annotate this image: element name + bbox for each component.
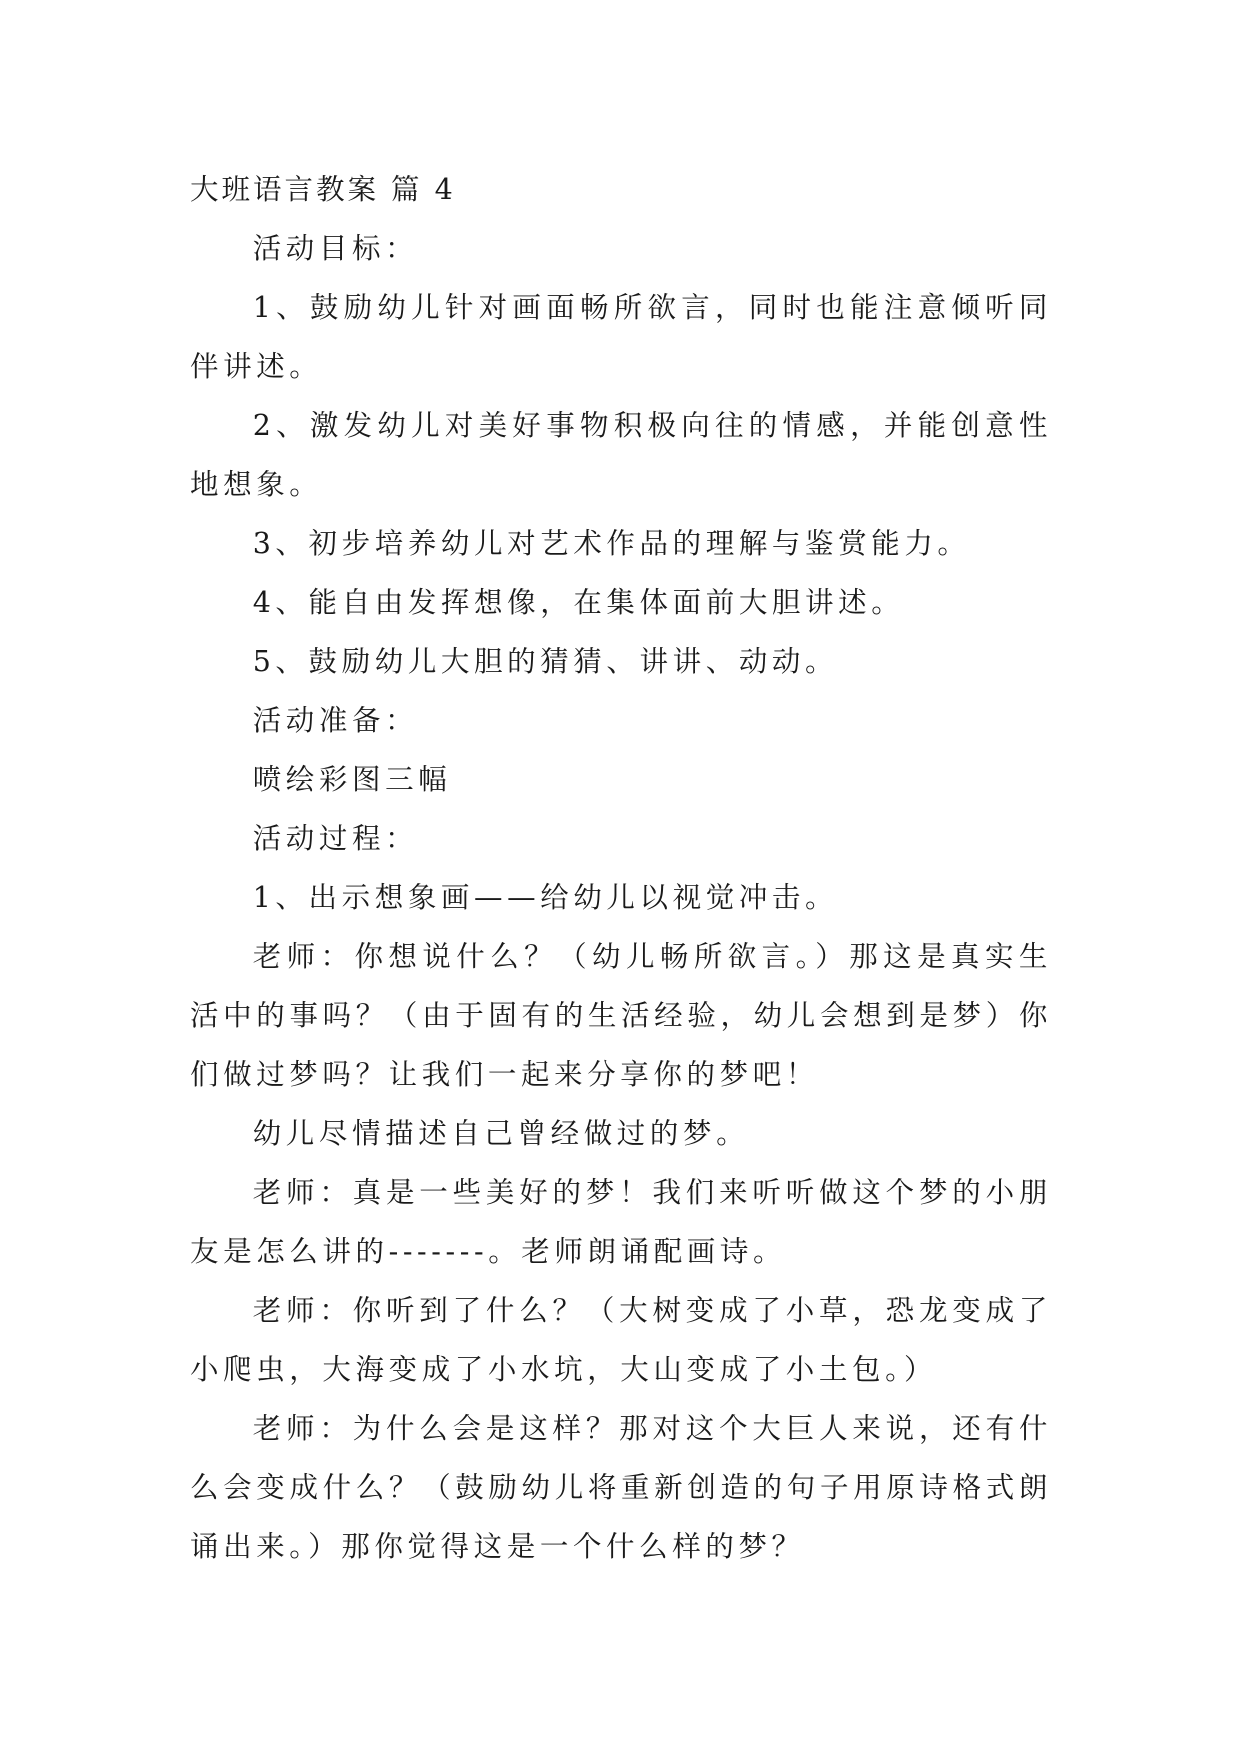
document-page [190,160,1052,1576]
teacher-dialogue-4: 老师：为什么会是这样？那对这个大巨人来说，还有什么会变成什么？（鼓励幼儿将重新创造的句子用原诗格式朗诵出来。）那你觉得这是一个什么样的梦？ [190,1412,1052,1563]
goal-item-5: 5、鼓励幼儿大胆的猜猜、讲讲、动动。 [252,645,839,678]
teacher-dialogue-3: 老师：你听到了什么？（大树变成了小草，恐龙变成了小爬虫，大海变成了小水坑，大山变成了小土包。） [190,1294,1052,1386]
goal-item-2: 2、激发幼儿对美好事物积极向往的情感，并能创意性地想象。 [190,409,1052,501]
preparation-item: 喷绘彩图三幅 [252,763,452,796]
section-heading-goals: 活动目标： [252,232,419,265]
goal-item-1: 1、鼓励幼儿针对画面畅所欲言，同时也能注意倾听同伴讲述。 [190,291,1052,383]
goal-item-3: 3、初步培养幼儿对艺术作品的理解与鉴赏能力。 [252,527,971,560]
teacher-dialogue-2: 老师：真是一些美好的梦！我们来听听做这个梦的小朋友是怎么讲的-------。老师朗诵配画诗。 [190,1176,1052,1268]
process-step-1: 1、出示想象画——给幼儿以视觉冲击。 [252,881,839,914]
children-activity: 幼儿尽情描述自己曾经做过的梦。 [252,1117,750,1150]
section-heading-process: 活动过程： [252,822,419,855]
goal-item-4: 4、能自由发挥想像，在集体面前大胆讲述。 [252,586,905,619]
section-heading-preparation: 活动准备： [252,704,419,737]
teacher-dialogue-1: 老师：你想说什么？（幼儿畅所欲言。）那这是真实生活中的事吗？（由于固有的生活经验，幼儿会想到是梦）你们做过梦吗？让我们一起来分享你的梦吧！ [190,940,1052,1091]
document-title: 大班语言教案 篇 4 [190,173,456,206]
